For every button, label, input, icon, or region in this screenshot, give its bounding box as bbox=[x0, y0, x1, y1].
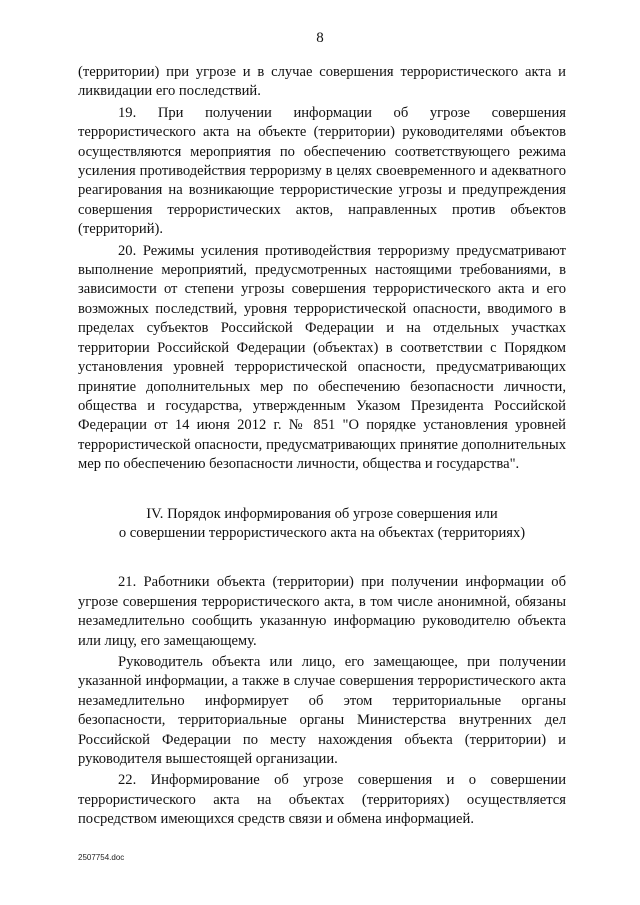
section-heading bbox=[78, 505, 566, 544]
section-heading-line-1: IV. Порядок информирования об угрозе совершения или bbox=[146, 505, 498, 522]
paragraph-21-continued: Руководитель объекта или лицо, его замещающее, при получении указанной информации, а также в случае совершения террористического акта незамедлительно информирует об этом территориальные органы безопасности, территориальные органы Министерства внутренних дел Российской Федерации по месту нахождения объекта (территории) и руководителя вышестоящей организации. bbox=[78, 653, 566, 767]
paragraph-22: 22. Информирование об угрозе совершения и о совершении террористического акта на объектах (территориях) осуществляется посредством имеющихся средств связи и обмена информацией. bbox=[78, 772, 566, 828]
page-number: 8 bbox=[316, 30, 324, 46]
paragraph-19: 19. При получении информации об угрозе совершения террористического акта на объекте (территории) руководителями объектов осуществляются мероприятия по обеспечению соответствующего режима усиления противодействия терроризму в целях своевременного и адекватного реагирования на возникающие террористические угрозы и предупреждения совершения террористических актов, направленных против объектов (территорий). bbox=[78, 104, 566, 238]
document-body bbox=[78, 63, 566, 830]
paragraph-continuation: (территории) при угрозе и в случае совершения террористического акта и ликвидации его последствий. bbox=[78, 64, 566, 100]
paragraph-21: 21. Работники объекта (территории) при получении информации об угрозе совершения террористического акта, в том числе анонимной, обязаны незамедлительно сообщить указанную информацию руководителю объекта или лицу, его замещающему. bbox=[78, 574, 566, 649]
footer-filename: 2507754.doc bbox=[78, 853, 125, 862]
section-heading-line-2: о совершении террористического акта на объектах (территориях) bbox=[118, 524, 526, 541]
paragraph-20: 20. Режимы усиления противодействия терроризму предусматривают выполнение мероприятий, предусмотренных настоящими требованиями, в зависимости от степени угрозы совершения террористического акта и его возможных последствий, уровня террористической опасности, вводимого в пределах субъектов Российской Федерации и на отдельных участках территории Российской Федерации (объектах) в соответствии с Порядком установления уровней террористической опасности, предусматривающих принятие дополнительных мер по обеспечению безопасности личности, общества и государства, утвержденным Указом Президента Российской Федерации от 14 июня 2012 г. № 851 "О порядке установления уровней террористической опасности, предусматривающих принятие дополнительных мер по обеспечению безопасности личности, общества и государства". bbox=[78, 242, 566, 473]
